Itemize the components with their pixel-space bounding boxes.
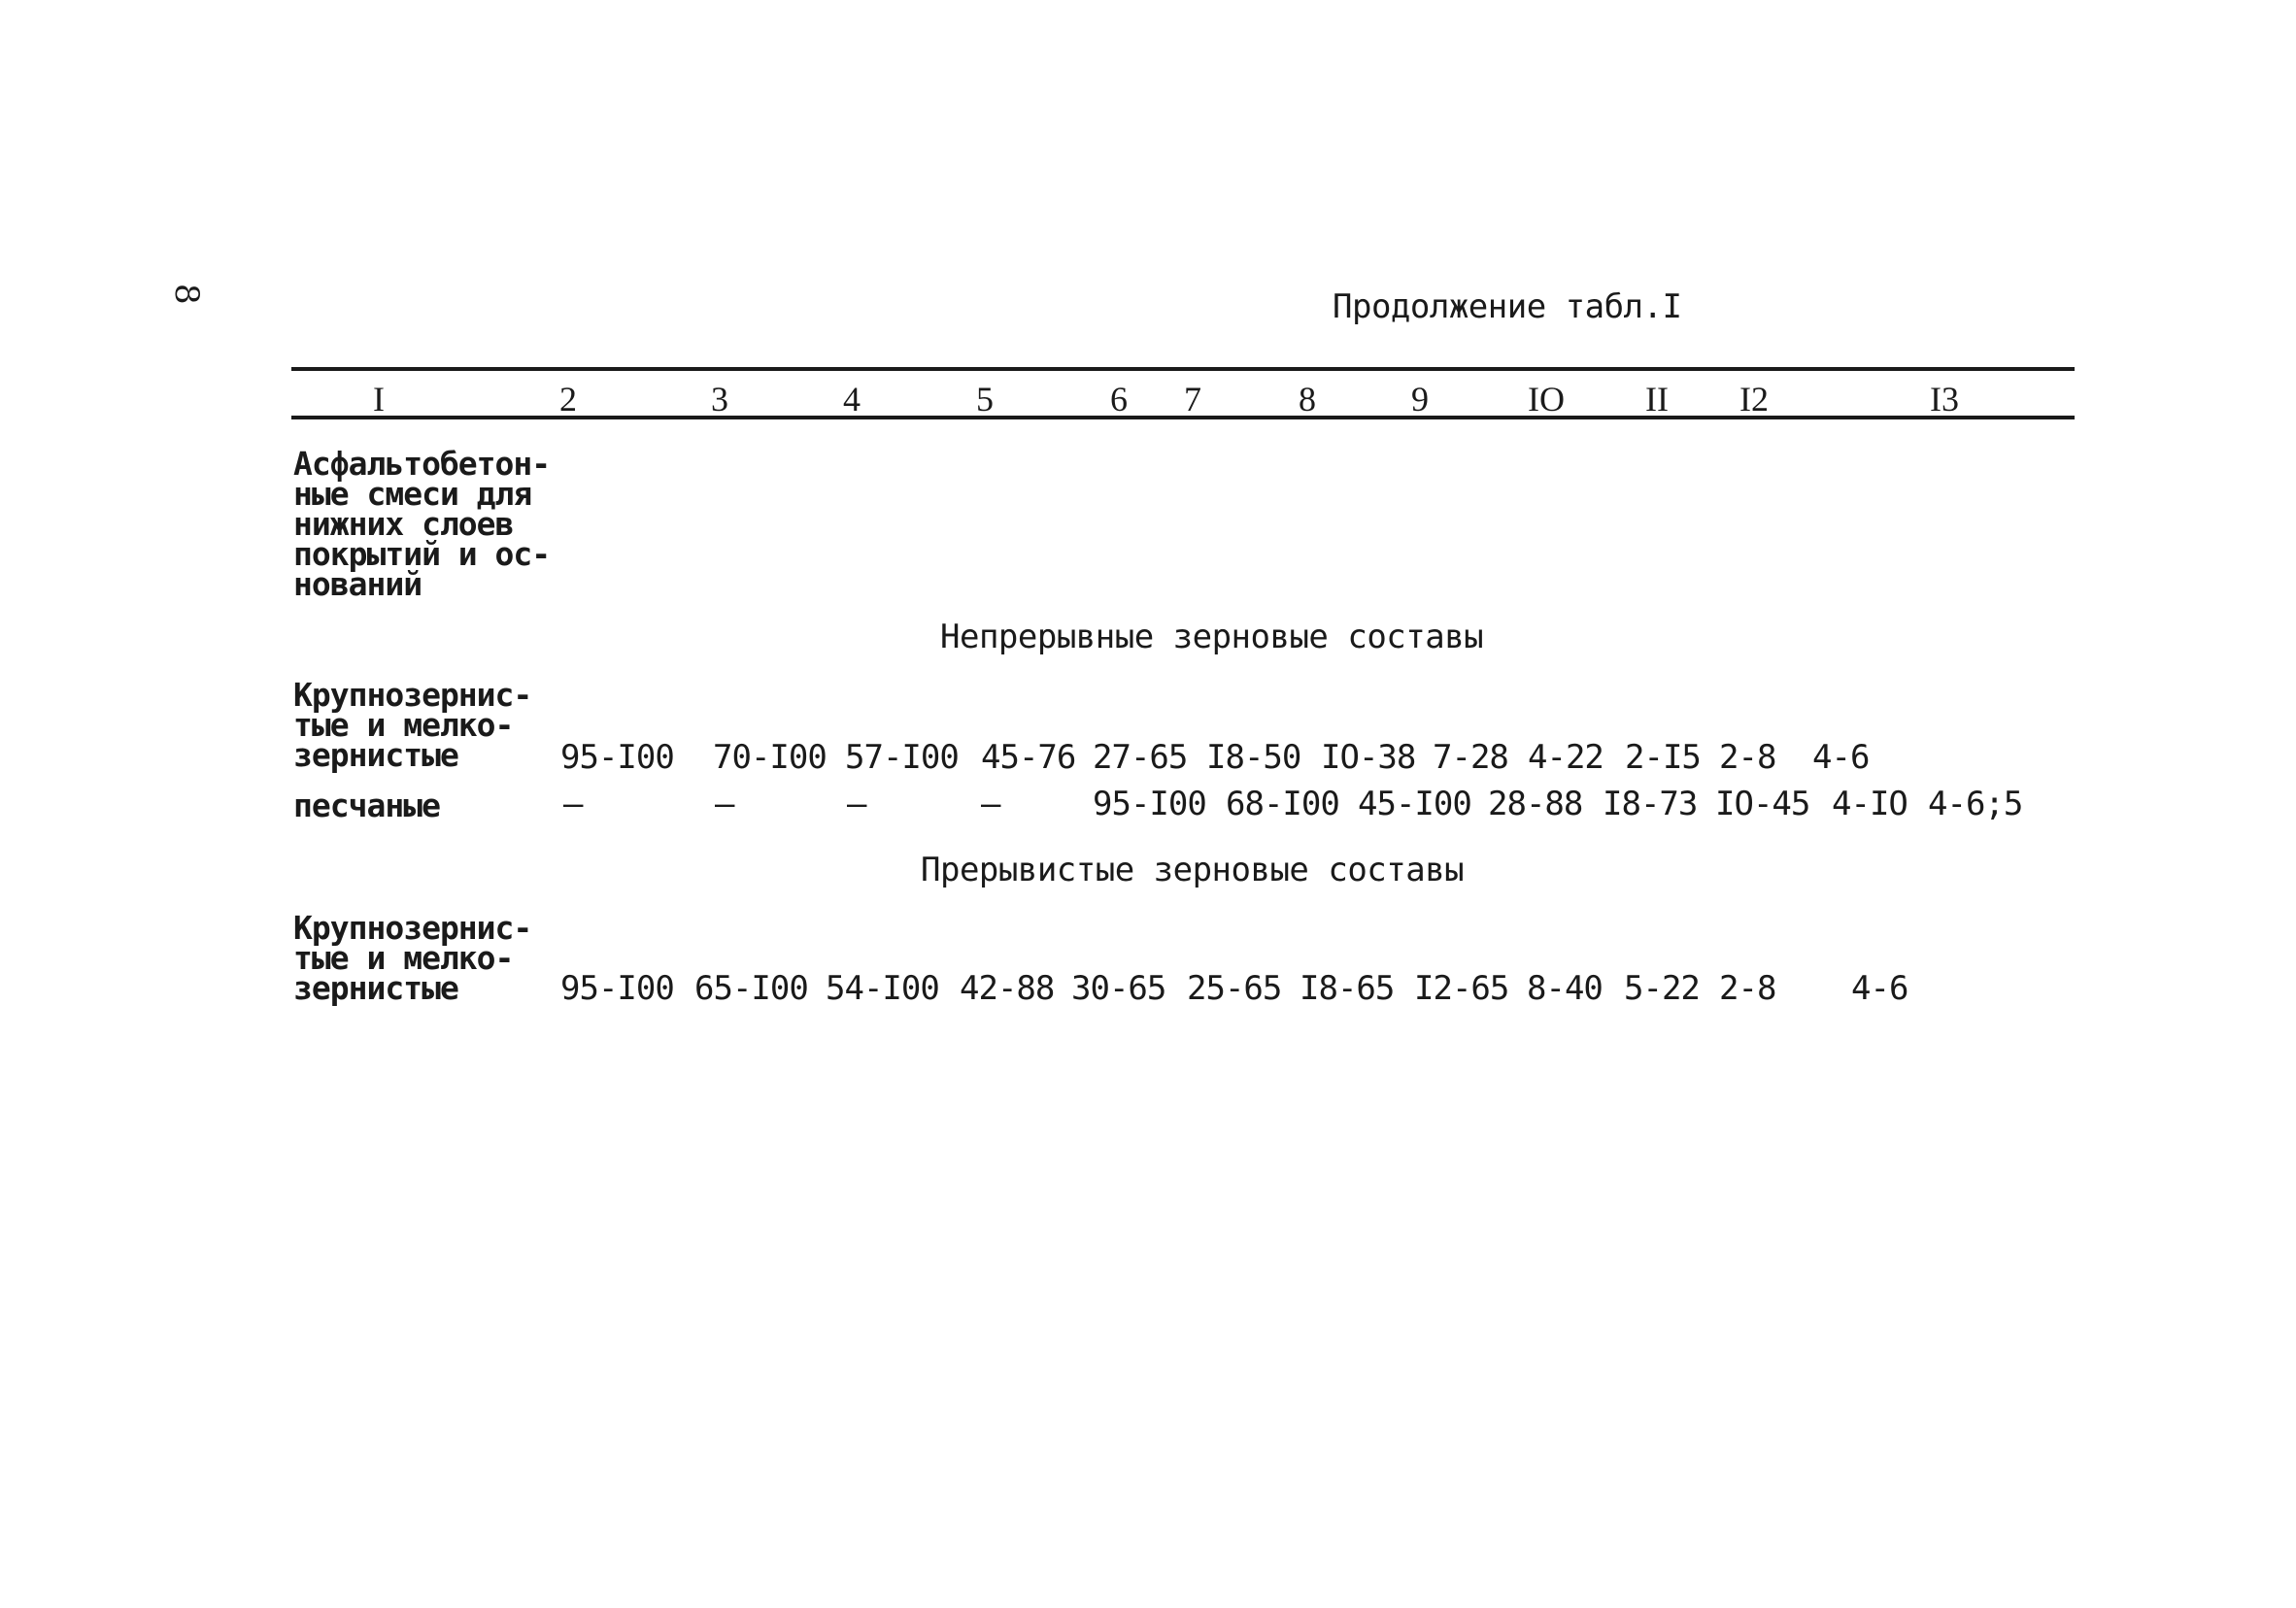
table-cell: 45-76 xyxy=(981,738,1076,777)
table-cell: 7-28 xyxy=(1433,738,1508,777)
row-label-coarse-fine-continuous: Крупнозернис- тые и мелко- зернистые xyxy=(293,676,532,774)
table-cell: 95-I00 xyxy=(1093,785,1206,823)
row-label-sand: песчаные xyxy=(293,787,440,824)
table-cell: I8-73 xyxy=(1603,785,1698,823)
table-cell: 65-I00 xyxy=(694,969,808,1008)
table-cell: 95-I00 xyxy=(560,969,674,1008)
table-cell: 28-88 xyxy=(1488,785,1583,823)
column-header-5: 5 xyxy=(976,380,994,419)
column-header-9: 9 xyxy=(1411,380,1429,419)
table-cell: 4-6 xyxy=(1812,738,1870,777)
column-header-13: I3 xyxy=(1930,380,1959,419)
table-cell: 4-IO xyxy=(1832,785,1908,823)
column-header-10: IO xyxy=(1528,380,1565,419)
column-header-11: II xyxy=(1645,380,1669,419)
table-cell: 2-8 xyxy=(1719,738,1776,777)
column-header-3: 3 xyxy=(711,380,728,419)
column-header-7: 7 xyxy=(1184,380,1201,419)
column-header-4: 4 xyxy=(843,380,861,419)
table-cell: – xyxy=(847,785,866,823)
table-cell: 57-I00 xyxy=(845,738,959,777)
table-cell: – xyxy=(715,785,734,823)
page-number: 8 xyxy=(167,284,206,305)
table-cell: IO-38 xyxy=(1321,738,1416,777)
table-cell: 4-6;5 xyxy=(1928,785,2023,823)
table-top-rule xyxy=(291,367,2075,371)
table-cell: – xyxy=(563,785,583,823)
table-cell: 27-65 xyxy=(1093,738,1188,777)
column-header-6: 6 xyxy=(1110,380,1128,419)
table-cell: 42-88 xyxy=(960,969,1055,1008)
table-cell: 25-65 xyxy=(1187,969,1282,1008)
column-header-12: I2 xyxy=(1739,380,1769,419)
section-title-gap: Прерывистые зерновые составы xyxy=(921,851,1465,889)
table-cell: I2-65 xyxy=(1414,969,1509,1008)
table-cell: 45-I00 xyxy=(1358,785,1471,823)
table-cell: 5-22 xyxy=(1624,969,1700,1008)
table-cell: I8-50 xyxy=(1206,738,1301,777)
table-cell: 68-I00 xyxy=(1226,785,1339,823)
column-header-2: 2 xyxy=(559,380,577,419)
table-cell: IO-45 xyxy=(1715,785,1810,823)
table-cell: 30-65 xyxy=(1071,969,1166,1008)
table-caption: Продолжение табл.I xyxy=(1333,287,1682,326)
section-title-continuous: Непрерывные зерновые составы xyxy=(940,618,1484,656)
table-cell: 4-22 xyxy=(1528,738,1604,777)
table-cell: 4-6 xyxy=(1851,969,1908,1008)
table-cell: – xyxy=(981,785,1000,823)
table-cell: 2-8 xyxy=(1719,969,1776,1008)
row-label-coarse-fine-gap: Крупнозернис- тые и мелко- зернистые xyxy=(293,909,532,1007)
group-label: Асфальтобетон- ные смеси для нижних слоев покрытий и ос- нований xyxy=(293,445,551,603)
table-cell: 2-I5 xyxy=(1625,738,1701,777)
table-cell: 95-I00 xyxy=(560,738,674,777)
column-header-8: 8 xyxy=(1299,380,1316,419)
table-cell: 8-40 xyxy=(1527,969,1603,1008)
column-header-1: I xyxy=(373,380,385,419)
table-cell: 54-I00 xyxy=(826,969,939,1008)
table-cell: I8-65 xyxy=(1300,969,1395,1008)
table-cell: 70-I00 xyxy=(713,738,827,777)
